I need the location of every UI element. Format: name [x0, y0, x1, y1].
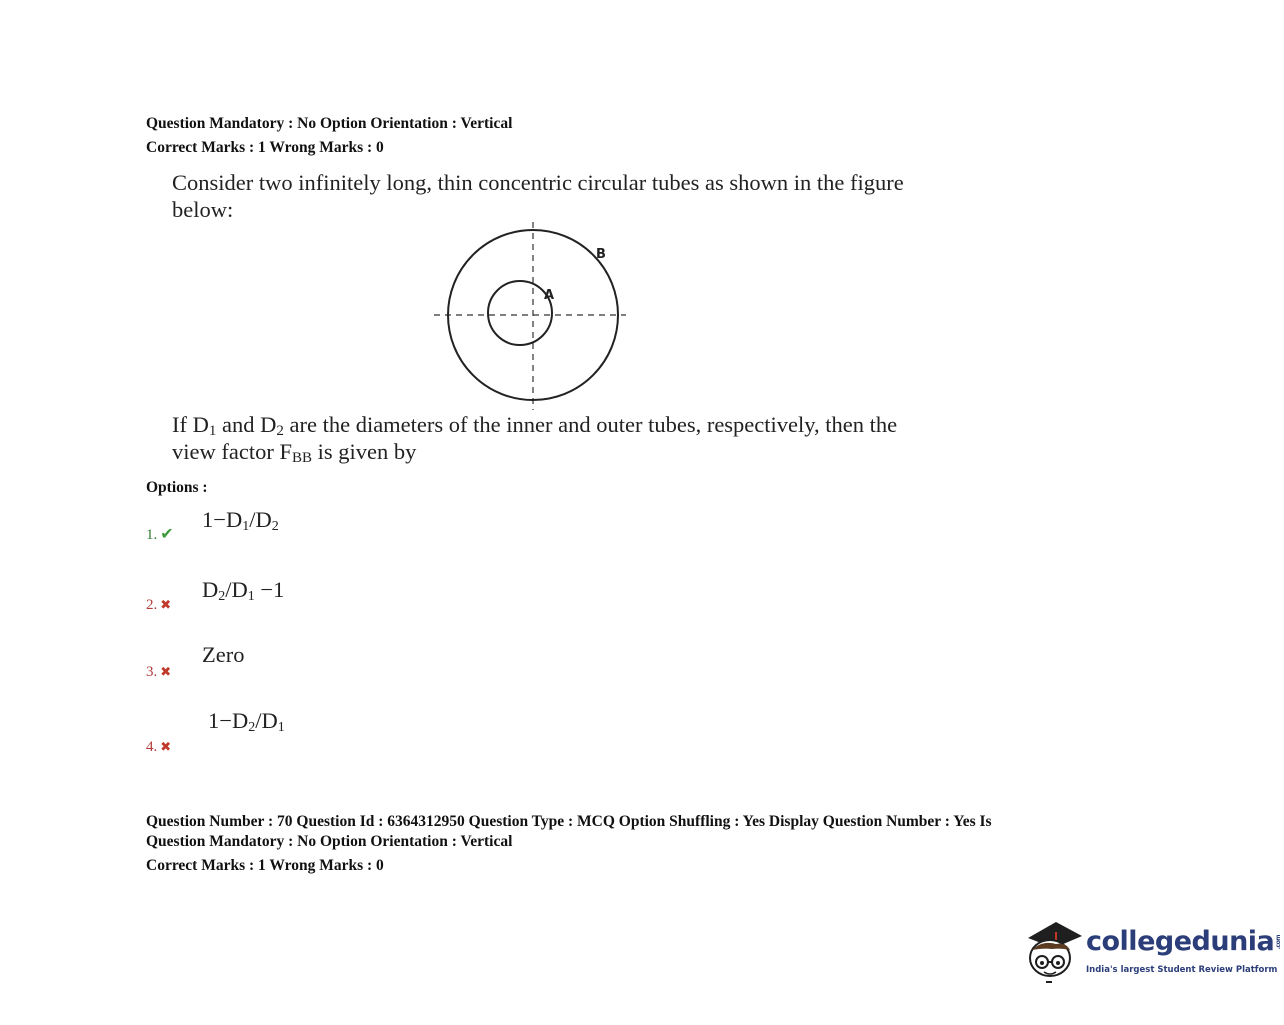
concentric-tubes-figure: [430, 220, 630, 410]
logo-suffix: .com: [1275, 935, 1283, 950]
option-3-text: Zero: [202, 642, 245, 667]
check-icon: ✔: [160, 526, 174, 543]
cross-icon: ✖: [160, 597, 172, 612]
figure-label-outer: B: [596, 247, 606, 262]
option-1-part-a: 1−D: [202, 507, 243, 532]
option-2-part-b: /D: [225, 577, 248, 602]
next-question-meta-line3: Correct Marks : 1 Wrong Marks : 0: [146, 857, 384, 874]
option-1-index: 1.: [146, 527, 158, 543]
option-2-number: [146, 596, 171, 614]
question-body-and: and D: [216, 412, 277, 437]
logo-wordmark: [1086, 926, 1282, 957]
question-body-vf: view factor F: [172, 439, 292, 464]
option-4-index: 4.: [146, 739, 158, 755]
question-body-if: If D: [172, 412, 209, 437]
logo-name-text: collegedunia: [1086, 926, 1275, 957]
question-body-line2: [172, 438, 416, 465]
option-3-number: [146, 663, 171, 681]
option-2-sub-b: 1: [247, 589, 255, 604]
question-body-end: is given by: [311, 439, 417, 464]
option-1-part-b: /D: [249, 507, 272, 532]
option-1-number: [146, 526, 174, 544]
question-meta-marks: Correct Marks : 1 Wrong Marks : 0: [146, 139, 384, 156]
option-4-part-a: 1−D: [208, 708, 249, 733]
question-body-line1: [172, 411, 897, 438]
question-meta-mandatory: Question Mandatory : No Option Orientation : Vertical: [146, 115, 513, 132]
next-question-meta-line2: Question Mandatory : No Option Orientation : Vertical: [146, 833, 513, 850]
option-1-text: [202, 507, 279, 533]
logo-tagline: India's largest Student Review Platform: [1086, 965, 1278, 975]
option-2-index: 2.: [146, 597, 158, 613]
option-2-part-c: −1: [254, 577, 285, 602]
option-2-text: [202, 577, 284, 603]
question-body-sub1: 1: [208, 423, 217, 439]
inner-tube-circle: [488, 281, 555, 345]
options-label: Options :: [146, 479, 208, 496]
collegedunia-logo: [1022, 918, 1283, 988]
question-body-sub2: 2: [276, 423, 284, 439]
cross-icon: ✖: [160, 739, 172, 754]
option-4-part-b: /D: [255, 708, 278, 733]
question-intro-line1: Consider two infinitely long, thin concentric circular tubes as shown in the figure: [172, 170, 904, 195]
option-1-sub-a: 1: [242, 519, 250, 534]
option-4-text: [208, 708, 285, 734]
option-4-sub-a: 2: [248, 720, 256, 735]
next-question-meta-line1: Question Number : 70 Question Id : 6364312950 Question Type : MCQ Option Shuffling : Yes Display Question Number : Yes Is: [146, 813, 992, 830]
option-4-number: [146, 738, 171, 756]
option-4-sub-b: 1: [277, 720, 285, 735]
question-intro-line2: below:: [172, 197, 234, 222]
mascot-icon: [1022, 918, 1084, 988]
option-3-index: 3.: [146, 664, 158, 680]
option-2-sub-a: 2: [218, 589, 226, 604]
option-2-part-a: D: [202, 577, 219, 602]
cross-icon: ✖: [160, 664, 172, 679]
option-1-sub-b: 2: [271, 519, 279, 534]
question-body-vf-sub: BB: [291, 450, 312, 466]
figure-label-inner: A: [544, 288, 555, 303]
question-body-rest: are the diameters of the inner and outer tubes, respectively, then the: [283, 412, 898, 437]
